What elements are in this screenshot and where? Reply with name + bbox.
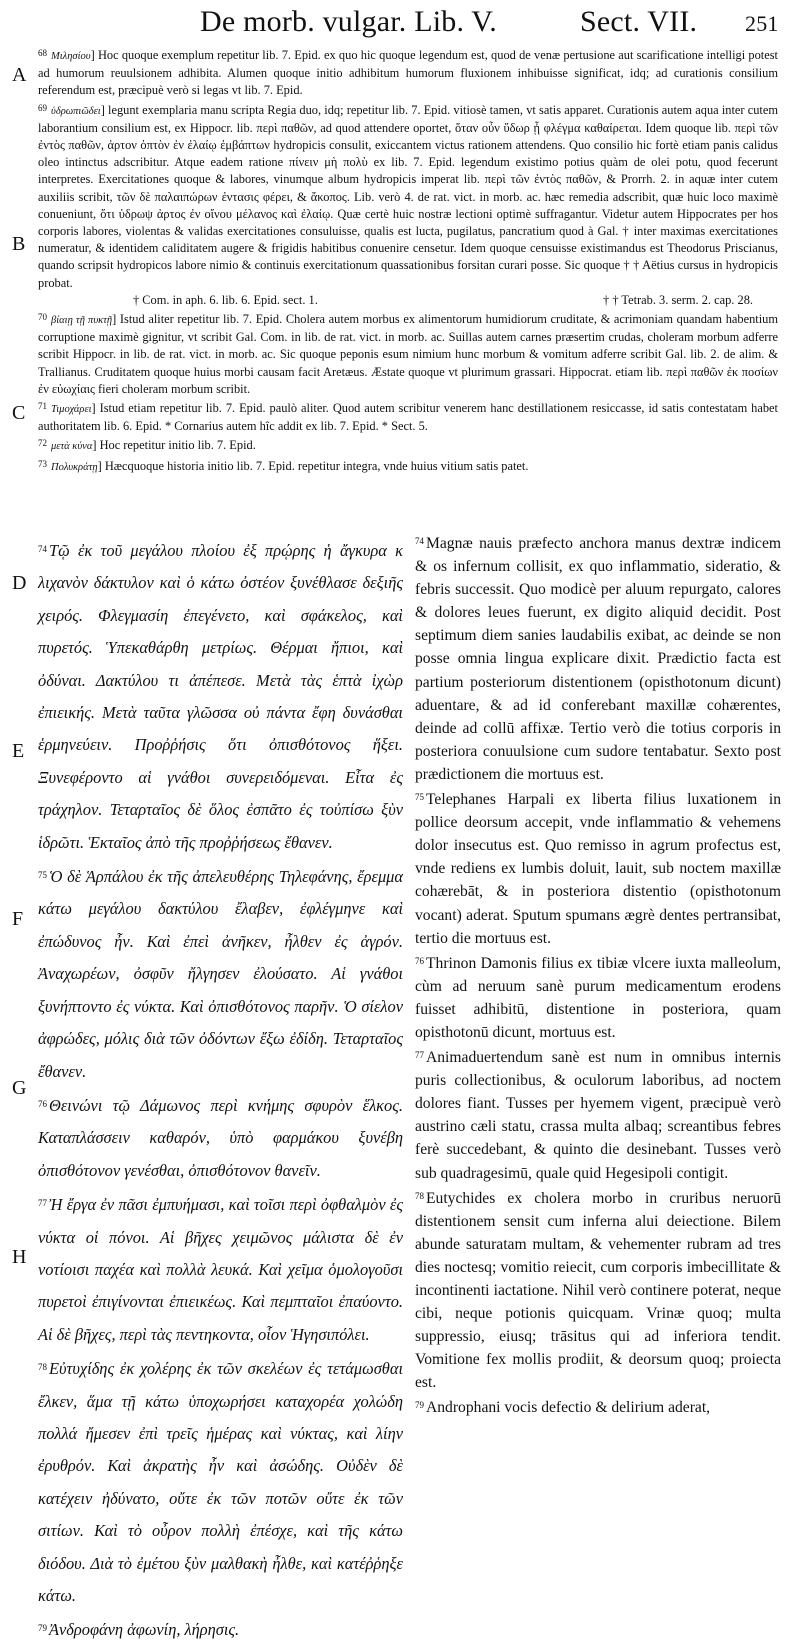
margin-letter-c: C [12,402,26,424]
passage-text: Eutychides ex cholera morbo in cruribus neruorū distentionem sensit cum inferna alui deiectione. Bilem abunde saturatam multam, & vehementer rubram ad tres dies noctesq; vomitio reiecit, cum corporis imbecillitate & incontinenti iactatione. Nihil verò continere poterat, neque cibi, neque potionis quicquam. Vrinæ quoq; multa suppressio, eiusq; trāsitus qui ad inferiora tendit. Vomitione fex mollis prodiit, & deorsum quoq; proiecta est. [415,1189,781,1392]
note-number: 69 [38,102,47,113]
note-number: 73 [38,458,47,469]
note-text: ] Hoc repetitur initio lib. 7. Epid. [92,438,256,453]
passage-text: Ἀνδροφάνη ἀφωνίη, λήρησις. [49,1620,240,1640]
note-text: ] legunt exemplaria manu scripta Regia duo, idq; repetitur lib. 7. Epid. vitiosè tamen, vt satis apparet. Curationis autem aqua inter cutem laborantium consilium est, ex Hippocr. lib. περὶ παθῶν, ad quod attendere oportet, ὅταν οὖν ὕδωρ ᾖ φλέγμα καθαίρεται. Idem quoque lib. περὶ τῶν ἐντὸς παθῶν, ἀρτον ὀπτὸν ἐν ἐλαίῳ ἐμβάπτων hydropicis consulit, exiccantem victus rationem attendens. Quo consilio hic fortè etiam panis calidus oleo intinctus adscribitur. Atque eadem ratione πίνειν μὴ πολὺ ex lib. 7. Epid. legendum existimo potius quàm de olei potu, quod fecerunt interpretes. Exercitationes quoque & labores, vinumque album hydropicis imperat lib. περὶ τῶν ἐντὸς παθῶν, & Prorrh. 2. in aquæ inter cutem auxiliis scribit, τῶν δὲ παλαιπώρων ἐντασις φέρει, & ἄκοπος. Lib. verò 4. de rat. vict. in morb. ac. hæc remedia adscribit, quæ huic loco maximè conueniunt, ὅτι ὑδρωψ ἀρτος ἐν οἴνου μέλανος καὶ ἐλαίῳ. Quæ certè huic nostræ lectioni optimè suffragantur. Videtur autem Hippocrates per hos corporis labores, violentas & validas exercitationes consuluisse, qualis est lucta, pugilatus, pancratium quod à Gal. † inter maximas exercitationes numeratur, & identidem caliditatem augere & frigidis habitibus conuenire censetur. Idem quoque censuisse existimandus est Theodorus Priscianus, quando scripsit hydropicos labore nimio & continuis exercitationum quassationibus forsitan curari posse. Sic quoque † † Aëtius cursus in hydropicis probat. [38,102,778,290]
note-lemma: Μιλησίου [51,51,91,62]
passage-text: Θεινώνι τῷ Δάμωνος περὶ κνήμης σφυρὸν ἕλκος. Καταπλάσσειν καθαρόν, ὑπὸ φαρμάκου ξυνέβη ὀπισθότονον γενέσθαι, ὀπισθότονον θανεῖν. [38,1095,403,1180]
passage-number: 75 [38,870,47,881]
note-lemma: Τιμοχάρει [51,404,92,416]
greek-passage-74 [38,533,403,859]
note-lemma: ὑδρωπιῶδει [51,105,101,117]
margin-letter-b: B [12,233,26,255]
latin-passage-76 [415,950,781,1044]
margin-letter-e: E [12,740,25,762]
passage-number: 75 [415,792,424,803]
note-72 [38,435,778,455]
section-label: Sect. VII. [580,5,698,38]
passage-text: Magnæ nauis præfecto anchora manus dextræ indicem & os infernum collisit, ex quo inflammatio, sideratio, & febris successit. Quo modicè per aluum repurgato, calores & dolores leues fuerunt, ex digito aliquid decidit. Post septimum diem sanies laudabilis exibat, ac deinde se non posse omnia lingua explicare dixit. Prædictio facta est partium posteriorum distentionem (opisthotonum dicunt) aduentare, & ad id conferebant maxillæ cohærentes, deinde ad collū affixæ. Tertio verò die totius corporis in posteriora conuulsione cum sudore tentabatur. Sexto post prædictionem die mortuus est. [415,535,781,783]
note-70 [38,309,778,398]
running-head [200,2,790,42]
margin-letter-f: F [12,908,24,930]
latin-text-column [415,530,781,1420]
note-number: 70 [38,312,47,323]
greek-passage-78 [38,1351,403,1612]
passage-number: 77 [38,1198,47,1209]
passage-text: Ἠ ἔργα ἐν πᾶσι ἐμπυήμασι, καὶ τοῖσι περὶ ὀφθαλμὸν ἐς νύκτα οἱ πόνοι. Αἱ βῆχες χειμῶνος μάλιστα δὲ ἐν νοτίοισι παχέα καὶ πολλὰ λευκά. Καὶ χεῖμα ὁμολογοῦσι πυρετοὶ ἐπιγίνονται ἐπιεικέως. Καὶ πεμπταῖοι ἐπαύοντο. Αἱ δὲ βῆχες, περὶ τὰς πεντηκοντα, οἷον Ἡγησιπόλει. [38,1195,403,1344]
passage-text: Androphani vocis defectio & delirium aderat, [426,1399,711,1417]
note-68 [38,45,778,100]
note-text: ] Istud etiam repetitur lib. 7. Epid. paulò aliter. Quod autem scribitur venerem hanc destillationem resiccasse, id satis contestatam habet authoritatem lib. 6. Epid. * Cornarius autem hîc addit ex lib. 7. Epid. * Sect. 5. [38,401,778,434]
note-lemma: μετὰ κύνα [51,441,93,453]
greek-text-column [38,533,403,1647]
note-lemma: Πολυκράτῃ [51,461,98,473]
latin-passage-78 [415,1185,781,1395]
latin-passage-74 [415,530,781,786]
note-69 [38,100,778,292]
note-number: 68 [38,48,47,58]
margin-letter-d: D [12,572,27,594]
page-number: 251 [745,11,779,36]
passage-number: 76 [415,955,424,966]
note-71 [38,398,778,435]
latin-passage-79 [415,1394,781,1419]
margin-letter-a: A [12,64,27,86]
passage-text: Ὁ δὲ Ἁρπάλου ἐκ τῆς ἀπελευθέρης Τηλεφάνης, ἔρεμμα κάτω μεγάλου δακτύλου ἔλαβεν, ἐφλέγμηνε καὶ ἐπώδυνος ἦν. Καὶ ἐπεὶ ἀνῆκεν, ἦλθεν ἐς ἀγρόν. Ἀναχωρέων, ὀσφῦν ἤλγησεν ἐλούσατο. Αἱ γνάθοι ξυνήπτοντο ἐς νύκτα. Καὶ ὀπισθότονος παρῆν. Ὁ σίελον ἀφρώδες, μόλις διὰ τῶν ὀδόντων ἔξω ἐδίδη. Τεταρταῖος ἔθανεν. [38,867,403,1081]
note-text: ] Hoc quoque exemplum repetitur lib. 7. Epid. ex quo hic quoque legendum est, quod de venæ pertusione aut scarificatione intelligi potest ad humorum reuulsionem adhibita. Alumen quoque initio adhibitum humorum fluxionem inhibuisse significat, idq; ad curationis consilium referendum est, præcipuè verò si legas vt lib. 7. Epid. [38,48,778,98]
cross-reference: † Com. in aph. 6. lib. 6. Epid. sect. 1. [133,292,318,307]
greek-passage-76 [38,1088,403,1187]
passage-number: 78 [38,1362,47,1373]
passage-text: Telephanes Harpali ex liberta filius luxationem in pollice deorsum accepit, vnde inflammatio & vehemens dolor insecutus est. Quo remisso in agrum profectus est, vnde rediens ex lumbis doluit, lauit, sub noctem maxillæ cohærebāt, & in posteriora distentio (opisthotonum vocant) aderat. Sputum spumans ægrè dentes pertransibat, tertio die mortuus est. [415,791,781,947]
cross-references [38,292,778,309]
latin-passage-77 [415,1044,781,1185]
passage-text: Thrinon Damonis filius ex tibiæ vlcere iuxta malleolum, cùm ad neruum sanè purum medicamentum erodens fuisset adhibitū, distentione in posteriora, quam opisthotonū dicunt, mortuus est. [415,954,781,1041]
passage-number: 77 [415,1050,424,1061]
greek-passage-79 [38,1612,403,1646]
note-text: ] Istud aliter repetitur lib. 7. Epid. Cholera autem morbus ex alimentorum humidiorum cruditate, & acrimoniam quandam habentium corruptione maximè gignitur, vt scribit Gal. Com. in lib. de rat. vict. in morb. ac. Suillas autem carnes præsertim crudas, choleram morbum adferre scribit Hippocr. in lib. de rat. vict. in morb. ac. Sic quoque peponis esum nimium hunc morbum & vomitum adferre scribit Gal. lib. 2. de alim. & Trallianus. Cruditatem quoque huius morbi causam facit Aretæus. Æstate quoque vt plurimum grassari. Hippocrat. etiam lib. περὶ παθῶν ἐκ ποσίων ἐν εὐωχίαις fieri choleram morbum scribit. [38,312,778,396]
greek-passage-75 [38,859,403,1088]
passage-number: 74 [415,536,424,546]
passage-number: 74 [38,544,47,554]
running-title: De morb. vulgar. Lib. V. [200,5,498,38]
passage-number: 79 [415,1400,424,1411]
margin-letter-g: G [12,1077,27,1099]
margin-letter-h: H [12,1246,27,1268]
cross-reference: † † Tetrab. 3. serm. 2. cap. 28. [603,292,753,307]
passage-text: Animaduertendum sanè est num in omnibus internis puris collectionibus, & oculorum laboribus, ad noctem dolores fiant. Tusses per hyemem vigent, præcipuè verò austrino cæli statu, crassa multa albaq; screantibus febres ferè succedebant, & quinto die desinebant. Tusses verò sub quadragesimū, quale quid Hegesipoli contigit. [415,1049,781,1182]
passage-text: Εὐτυχίδης ἐκ χολέρης ἐκ τῶν σκελέων ἐς τετάμωσθαι ἔλκεν, ἅμα τῇ κάτω ὑποχωρήσει καταχορέα χολώδη πολλά ἤμεσεν ἐπὶ τρεῖς ἡμέρας καὶ νύκτας, καὶ λίην ἐρυθρόν. Καὶ ἀκρατὴς ἦν καὶ ἀσώδης. Οὐδὲν δὲ κατέχειν ἠδύνατο, οὔτε ἐκ τῶν ποτῶν οὔτε ἐκ τῶν σιτίων. Καὶ τὸ οὖρον πολλὴ ἐπέσχε, καὶ τῆς κάτω διόδου. Διὰ τὸ ἐμέτου ξὺν μαλθακὴ ἦλθε, καὶ κατέῤῥηξε κάτω. [38,1359,403,1605]
note-number: 72 [38,438,47,449]
greek-passage-77 [38,1187,403,1351]
latin-passage-75 [415,786,781,950]
note-73 [38,456,778,476]
note-number: 71 [38,401,47,412]
passage-number: 76 [38,1098,47,1109]
commentary-notes [38,45,778,476]
passage-number: 79 [38,1623,47,1634]
passage-text: Τῷ ἐκ τοῦ μεγάλου πλοίου ἐξ πρῴρης ἡ ἄγκυρα κ λιχανὸν δάκτυλον καὶ ὁ κάτω ὀστέον ξυνέθλασε δεξιῆς χειρός. Φλεγμασίη ἐπεγένετο, καὶ σφάκελος, καὶ πυρετός. Ὑπεκαθάρθη μετρίως. Θέρμαι ἤπιοι, καὶ ὀδύναι. Δακτύλου τι ἀπέπεσε. Μετὰ τὰς ἑπτὰ ἰχὼρ ἐπιεικής. Μετὰ ταῦτα γλῶσσα οὐ πάντα ἔφη δυνάσθαι ἑρμηνεύειν. Προῤῥήσις ὅτι ὀπισθότονος ἥξει. Ξυνεφέροντο αἱ γνάθοι συνερειδόμεναι. Εἶτα ἐς τράχηλον. Τεταρταῖος δὲ ὅλος ἐσπᾶτο ἐς τοὐπίσω ξὺν ἱδρῶτι. Ἑκταῖος ἀπὸ τῆς προῤῥήσεως ἔθανεν. [38,541,403,852]
note-text: ] Hæcquoque historia initio lib. 7. Epid. repetitur integra, vnde huius vitium satis patet. [97,458,529,473]
passage-number: 78 [415,1190,424,1201]
note-lemma: βίαιῃ τῇ πυκτῇ [51,315,113,327]
